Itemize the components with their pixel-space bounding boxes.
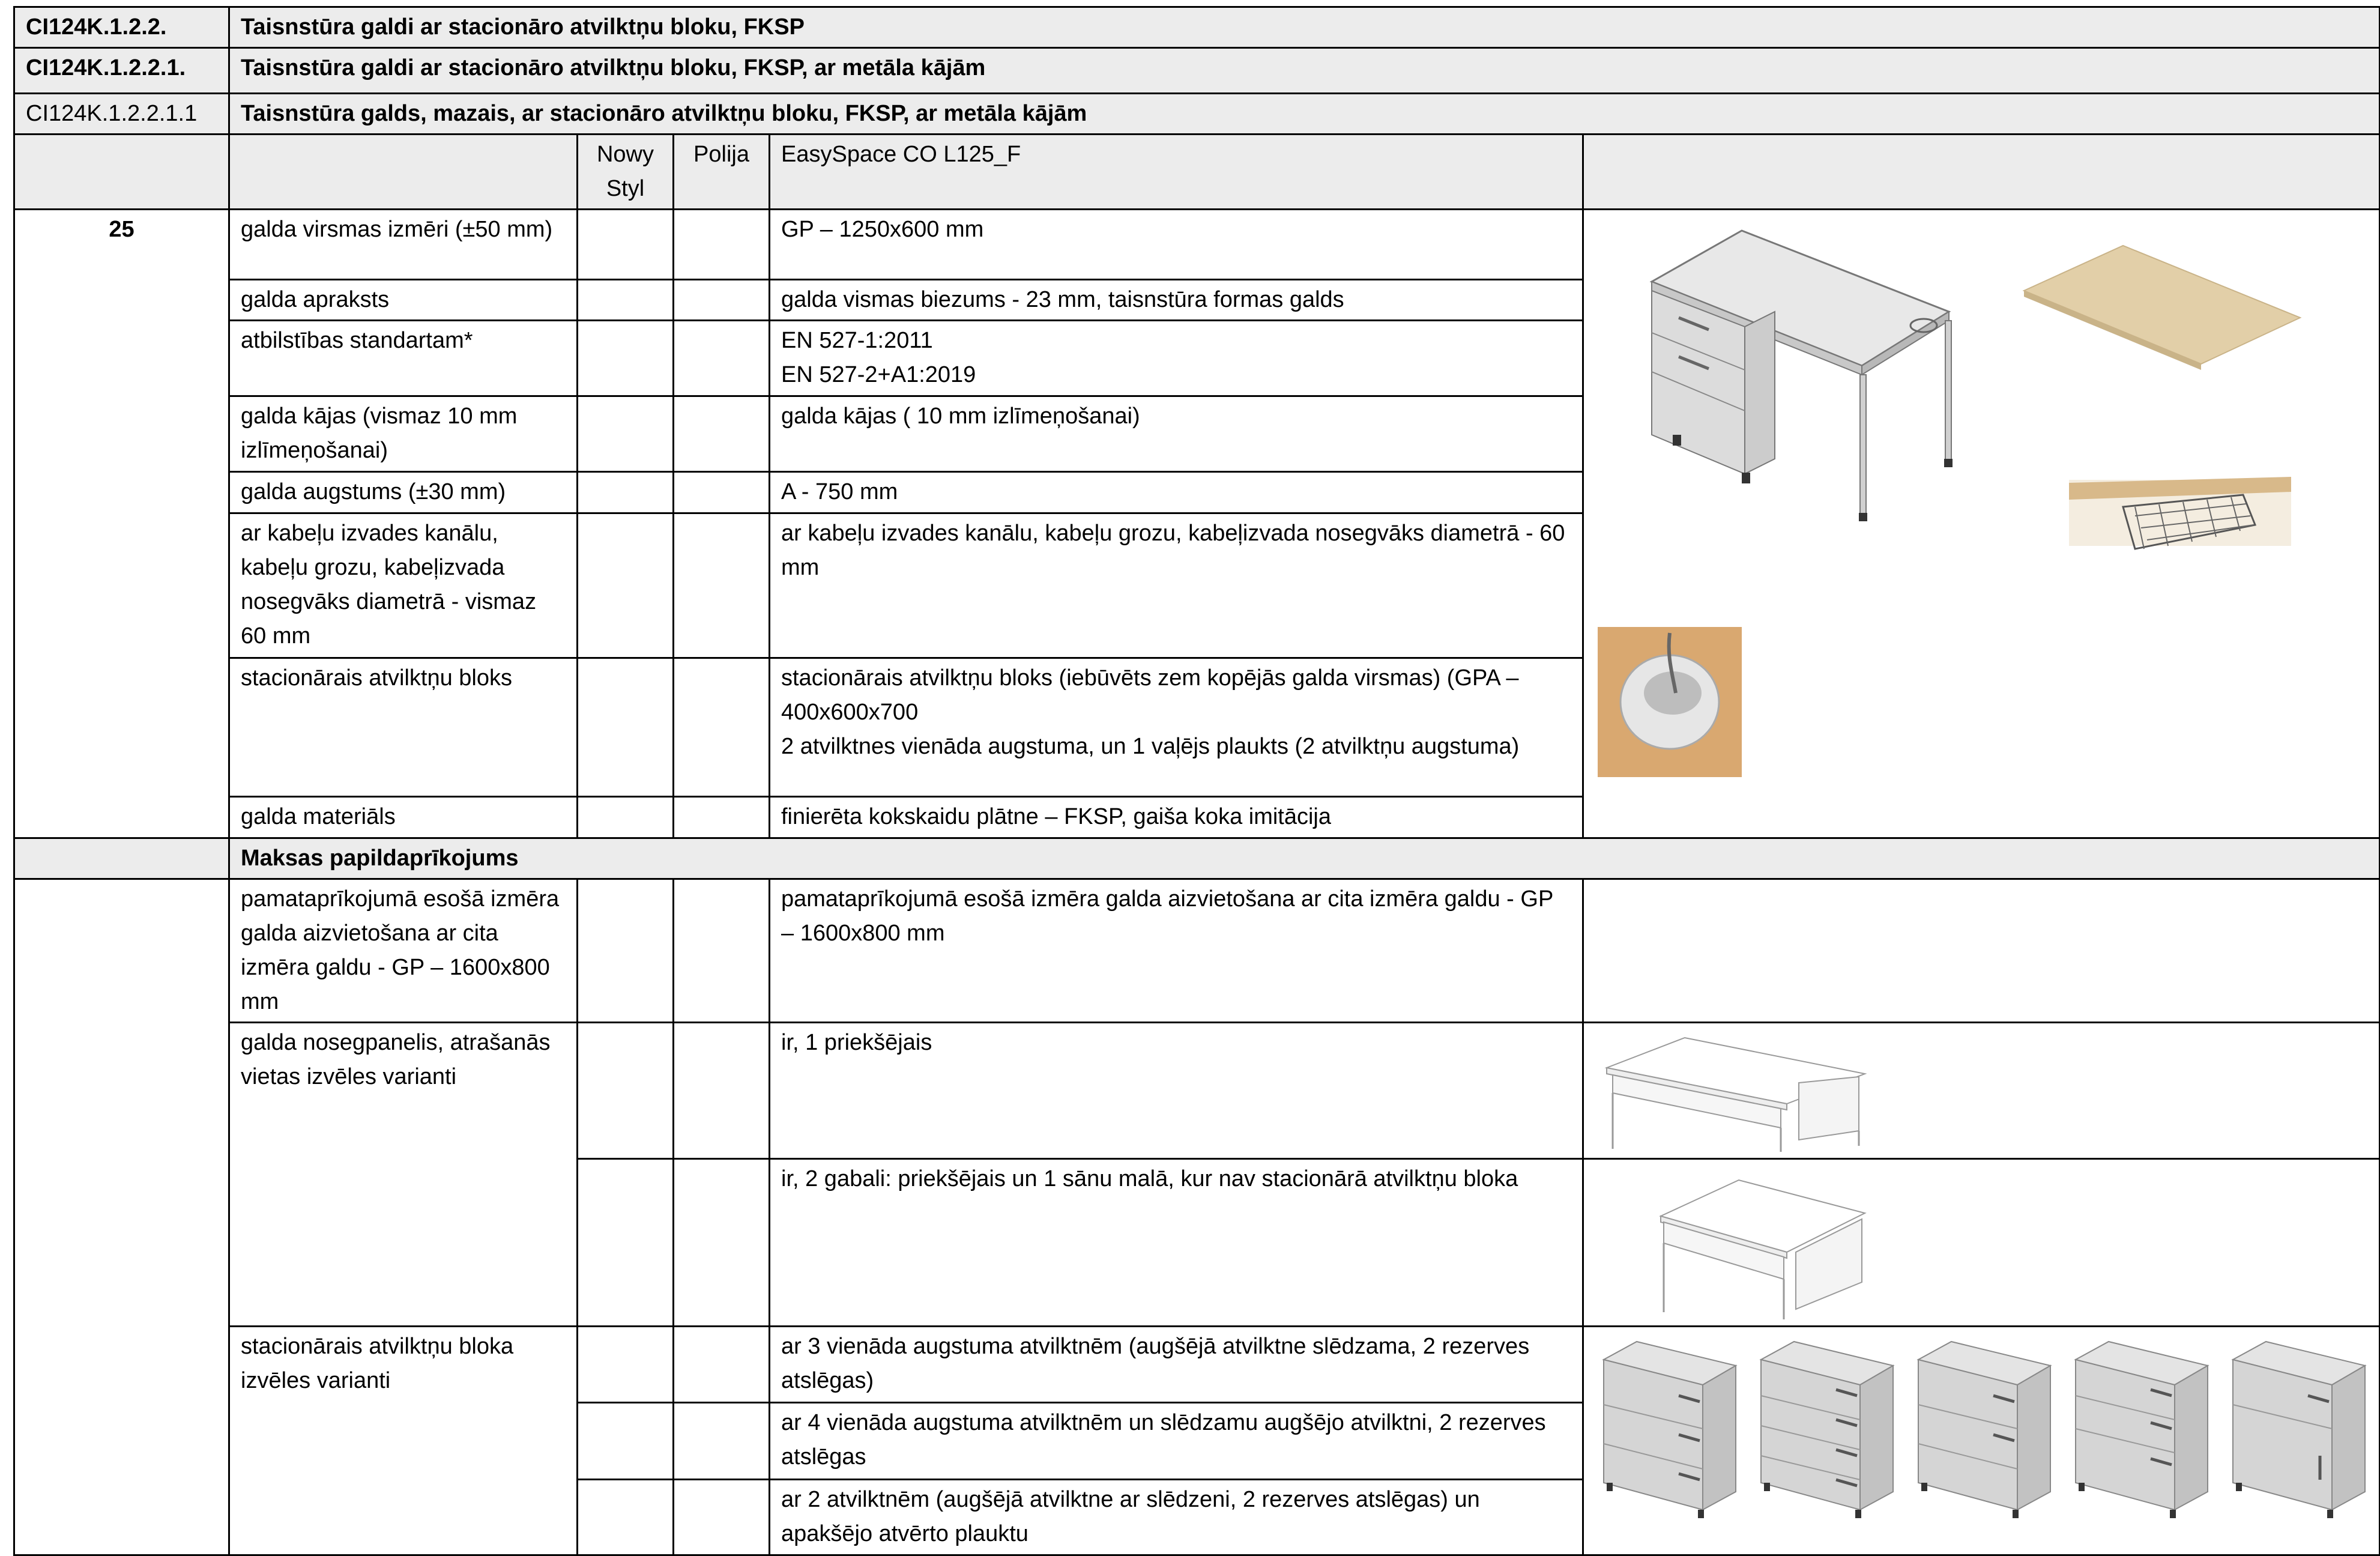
- polija-cell: [674, 1403, 770, 1479]
- extra-row: [14, 1327, 2380, 1403]
- polija-cell: [674, 1159, 770, 1327]
- desk-with-drawer-image: [1652, 231, 1953, 521]
- extra-option: ar 4 vienāda augstuma atvilktnēm un slēdzamu augšējo atvilktni, 2 rezerves atslēgas: [770, 1403, 1583, 1479]
- drawer-units-image-cell: [1583, 1327, 2380, 1555]
- nowy-styl-cell: [578, 321, 674, 396]
- section-title: Taisnstūra galdi ar stacionāro atvilktņu bloku, FKSP, ar metāla kājām: [229, 48, 2380, 94]
- spec-value: ar kabeļu izvades kanālu, kabeļu grozu, kabeļizvada nosegvāks diametrā - 60 mm: [770, 513, 1583, 658]
- polija-cell: [674, 1479, 770, 1555]
- product-images-cell: [1583, 210, 2380, 838]
- extra-row: [14, 879, 2380, 1023]
- value-line: stacionārais atvilktņu bloks (iebūvēts zem kopējās galda virsmas) (GPA – 400x600x700: [781, 665, 1519, 725]
- spec-value: [770, 658, 1583, 797]
- drawer-unit-image: [1761, 1342, 1893, 1518]
- spec-label: galda virsmas izmēri (±50 mm): [229, 210, 578, 280]
- drawer-unit-image: [2076, 1342, 2208, 1518]
- extras-header-row: [14, 838, 2380, 879]
- extra-option: ar 2 atvilktnēm (augšējā atvilktne ar slēdzeni, 2 rezerves atslēgas) un apakšējo atvērto plauktu: [770, 1479, 1583, 1555]
- section-code: CI124K.1.2.2.1.: [14, 48, 229, 94]
- extra-label: pamataprīkojumā esošā izmēra galda aizvietošana ar cita izmēra galdu - GP – 1600x800 mm: [229, 879, 578, 1023]
- blank-cell: [14, 838, 229, 879]
- extras-title: Maksas papildaprīkojums: [229, 838, 2380, 879]
- polija-cell: [674, 210, 770, 280]
- section-title: Taisnstūra galds, mazais, ar stacionāro atvilktņu bloku, FKSP, ar metāla kājām: [229, 94, 2380, 135]
- nowy-styl-cell: [578, 1023, 674, 1159]
- blank-cell: [1583, 879, 2380, 1023]
- spec-value: galda kājas ( 10 mm izlīmeņošanai): [770, 396, 1583, 472]
- nowy-styl-cell: [578, 879, 674, 1023]
- nowy-styl-cell: [578, 1327, 674, 1403]
- col-product: EasySpace CO L125_F: [770, 135, 1583, 210]
- nowy-styl-cell: [578, 513, 674, 658]
- spec-value: galda vismas biezums - 23 mm, taisnstūra formas galds: [770, 279, 1583, 321]
- blank-cell: [14, 879, 229, 1555]
- front-side-panel-image-cell: [1583, 1159, 2380, 1327]
- spec-value: [770, 321, 1583, 396]
- polija-cell: [674, 396, 770, 472]
- standard-line: EN 527-2+A1:2019: [781, 362, 976, 388]
- nowy-styl-cell: [578, 396, 674, 472]
- blank-cell: [229, 135, 578, 210]
- cable-tray-image: [2069, 477, 2291, 549]
- standard-line: EN 527-1:2011: [781, 328, 933, 354]
- nowy-styl-cell: [578, 472, 674, 513]
- product-images: [1595, 213, 2380, 835]
- extra-option: ar 3 vienāda augstuma atvilktnēm (augšējā atvilktne slēdzama, 2 rezerves atslēgas): [770, 1327, 1583, 1403]
- section-code: CI124K.1.2.2.: [14, 7, 229, 48]
- section-title: Taisnstūra galdi ar stacionāro atvilktņu bloku, FKSP: [229, 7, 2380, 48]
- extra-value: ir, 2 gabali: priekšējais un 1 sānu malā, kur nav stacionārā atvilktņu bloka: [770, 1159, 1583, 1327]
- nowy-styl-cell: [578, 658, 674, 797]
- spec-label: galda apraksts: [229, 279, 578, 321]
- spec-label: galda kājas (vismaz 10 mm izlīmeņošanai): [229, 396, 578, 472]
- polija-cell: [674, 472, 770, 513]
- cable-grommet-image: [1598, 627, 1742, 777]
- blank-cell: [1583, 135, 2380, 210]
- extra-label: stacionārais atvilktņu bloka izvēles varianti: [229, 1327, 578, 1555]
- extra-row: [14, 1023, 2380, 1159]
- nowy-styl-cell: [578, 1479, 674, 1555]
- polija-cell: [674, 797, 770, 838]
- polija-cell: [674, 1327, 770, 1403]
- nowy-styl-cell: [578, 1159, 674, 1327]
- polija-cell: [674, 279, 770, 321]
- spec-value: GP – 1250x600 mm: [770, 210, 1583, 280]
- col-polija: Polija: [674, 135, 770, 210]
- polija-cell: [674, 1023, 770, 1159]
- front-panel-desk-image: [1595, 1026, 1871, 1155]
- spec-label: galda augstums (±30 mm): [229, 472, 578, 513]
- header-row-3: [14, 94, 2380, 135]
- drawer-unit-variants-image: [1595, 1330, 2380, 1552]
- spec-label: galda materiāls: [229, 797, 578, 838]
- nowy-styl-cell: [578, 279, 674, 321]
- nowy-styl-cell: [578, 797, 674, 838]
- spec-value: finierēta kokskaidu plātne – FKSP, gaiša koka imitācija: [770, 797, 1583, 838]
- col-nowy-styl: Nowy Styl: [578, 135, 674, 210]
- header-row-2: [14, 48, 2380, 94]
- header-row-1: [14, 7, 2380, 48]
- column-header-row: [14, 135, 2380, 210]
- spec-table: [13, 6, 2380, 1556]
- polija-cell: [674, 321, 770, 396]
- wood-top-image: [2024, 246, 2300, 370]
- item-number: 25: [14, 210, 229, 838]
- spec-label: stacionārais atvilktņu bloks: [229, 658, 578, 797]
- front-panel-image-cell: [1583, 1023, 2380, 1159]
- extra-value: ir, 1 priekšējais: [770, 1023, 1583, 1159]
- drawer-unit-image: [2233, 1342, 2365, 1518]
- nowy-styl-cell: [578, 210, 674, 280]
- front-side-panel-desk-image: [1595, 1162, 1871, 1323]
- spec-label: ar kabeļu izvades kanālu, kabeļu grozu, kabeļizvada nosegvāks diametrā - vismaz 60 mm: [229, 513, 578, 658]
- spec-row: [14, 210, 2380, 280]
- blank-cell: [14, 135, 229, 210]
- extra-label: galda nosegpanelis, atrašanās vietas izvēles varianti: [229, 1023, 578, 1327]
- polija-cell: [674, 658, 770, 797]
- nowy-styl-cell: [578, 1403, 674, 1479]
- value-line: 2 atvilktnes vienāda augstuma, un 1 vaļējs plaukts (2 atvilktņu augstuma): [781, 733, 1520, 759]
- extra-value: pamataprīkojumā esošā izmēra galda aizvietošana ar cita izmēra galdu - GP – 1600x800 mm: [770, 879, 1583, 1023]
- polija-cell: [674, 879, 770, 1023]
- spec-value: A - 750 mm: [770, 472, 1583, 513]
- drawer-unit-image: [1604, 1342, 1736, 1518]
- drawer-unit-image: [1918, 1342, 2050, 1518]
- section-code: CI124K.1.2.2.1.1: [14, 94, 229, 135]
- spec-label: atbilstības standartam*: [229, 321, 578, 396]
- polija-cell: [674, 513, 770, 658]
